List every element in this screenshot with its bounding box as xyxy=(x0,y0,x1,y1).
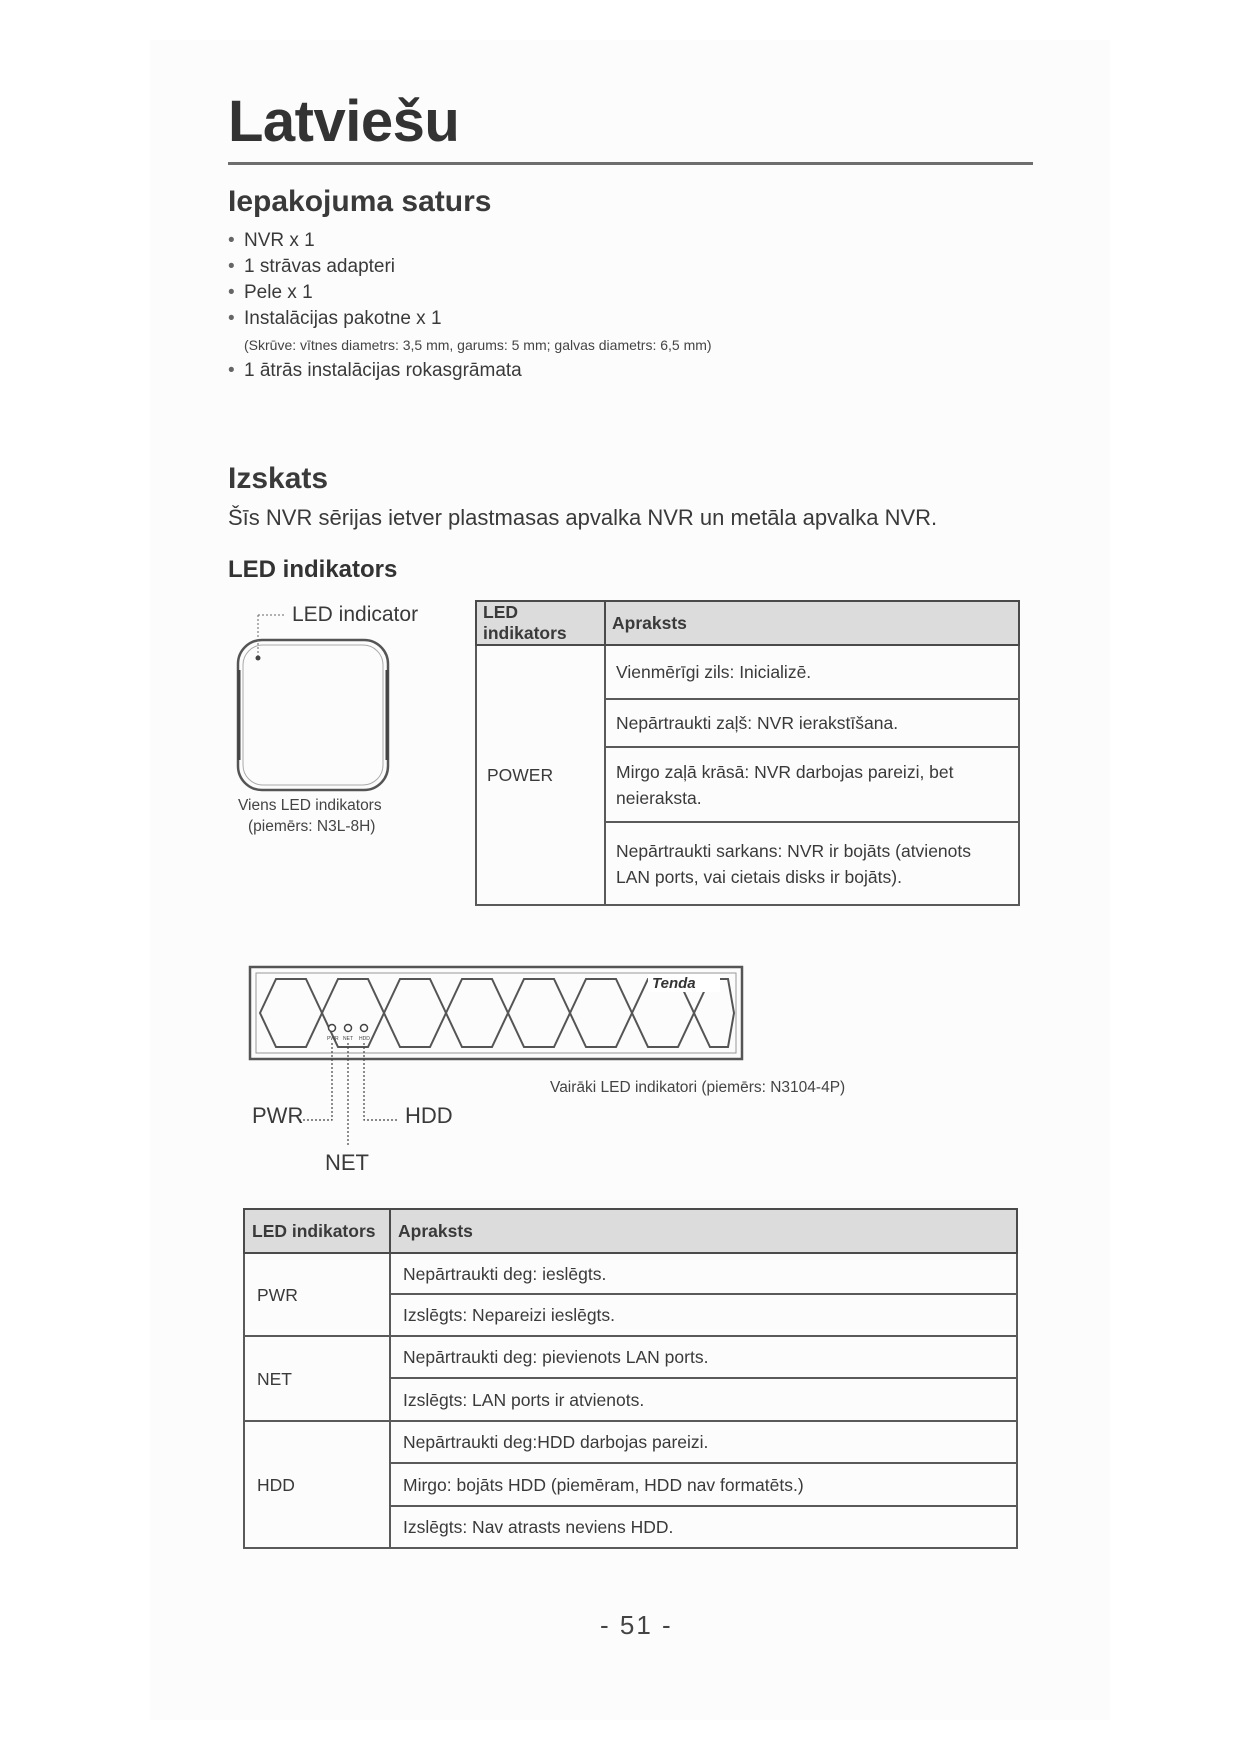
screw-note: (Skrūve: vītnes diametrs: 3,5 mm, garums: 5 mm; galvas diametrs: 6,5 mm) xyxy=(244,337,712,353)
table-row xyxy=(244,1336,1017,1378)
table-header: Apraksts xyxy=(605,601,1019,645)
description-cell: Izslēgts: Nepareizi ieslēgts. xyxy=(390,1294,1017,1336)
pwr-led-icon xyxy=(329,1025,336,1032)
table-header: LED indikators xyxy=(244,1209,390,1253)
panel-label: NET xyxy=(343,1036,353,1042)
net-label: NET xyxy=(325,1150,369,1175)
page-title: Latviešu xyxy=(228,89,460,154)
nvr-single-led-illustration xyxy=(230,600,400,800)
table-row xyxy=(476,645,1019,699)
led-indicator-callout: LED indicator xyxy=(292,603,419,626)
power-led-table xyxy=(475,600,1020,906)
table-row xyxy=(244,1253,1017,1294)
brand-logo: Tenda xyxy=(652,975,696,992)
list-item: • 1 strāvas adapteri xyxy=(228,254,788,280)
figure1-caption-line2: (piemērs: N3L-8H) xyxy=(248,818,376,835)
description-cell: Izslēgts: Nav atrasts neviens HDD. xyxy=(390,1506,1017,1548)
description-cell: Mirgo zaļā krāsā: NVR darbojas pareizi, bet neieraksta. xyxy=(605,747,1019,822)
table-row xyxy=(244,1421,1017,1463)
panel-label: PWR xyxy=(327,1036,339,1042)
indicator-cell: POWER xyxy=(476,645,605,905)
indicator-cell: PWR xyxy=(244,1253,390,1336)
appearance-description: Šīs NVR sērijas ietver plastmasas apvalka NVR un metāla apvalka NVR. xyxy=(228,505,938,530)
table-header: Apraksts xyxy=(390,1209,1017,1253)
page-number: - 51 - xyxy=(600,1610,673,1640)
list-item: • NVR x 1 xyxy=(228,228,788,254)
nvr-multi-led-illustration xyxy=(248,965,748,1150)
description-cell: Vienmērīgi zils: Inicializē. xyxy=(605,645,1019,699)
figure2-caption: Vairāki LED indikatori (piemērs: N3104-4P) xyxy=(550,1079,846,1096)
package-list xyxy=(228,228,788,384)
list-item: • Pele x 1 xyxy=(228,280,788,306)
net-led-icon xyxy=(345,1025,352,1032)
hdd-led-icon xyxy=(361,1025,368,1032)
table-header: LED indikators xyxy=(476,601,605,645)
title-divider xyxy=(228,162,1033,165)
figure1-caption-line1: Viens LED indikators xyxy=(238,797,382,814)
description-cell: Nepārtraukti deg: pievienots LAN ports. xyxy=(390,1336,1017,1378)
description-cell: Nepārtraukti deg:HDD darbojas pareizi. xyxy=(390,1421,1017,1463)
list-item: • 1 ātrās instalācijas rokasgrāmata xyxy=(228,358,788,384)
indicator-cell: HDD xyxy=(244,1421,390,1548)
description-cell: Mirgo: bojāts HDD (piemēram, HDD nav formatēts.) xyxy=(390,1463,1017,1506)
panel-label: HDD xyxy=(359,1036,370,1042)
multi-led-table xyxy=(243,1208,1018,1549)
description-cell: Izslēgts: LAN ports ir atvienots. xyxy=(390,1378,1017,1421)
package-heading: Iepakojuma saturs xyxy=(228,185,492,218)
led-dot-icon xyxy=(256,656,261,661)
indicator-cell: NET xyxy=(244,1336,390,1421)
appearance-heading: Izskats xyxy=(228,462,329,495)
pwr-label: PWR xyxy=(252,1103,304,1128)
description-cell: Nepārtraukti sarkans: NVR ir bojāts (atvienots LAN ports, vai cietais disks ir bojāts). xyxy=(605,822,1019,905)
description-cell: Nepārtraukti zaļš: NVR ierakstīšana. xyxy=(605,699,1019,747)
list-item: • Instalācijas pakotne x 1 xyxy=(228,306,788,332)
hdd-label: HDD xyxy=(405,1103,453,1128)
description-cell: Nepārtraukti deg: ieslēgts. xyxy=(390,1253,1017,1294)
led-heading: LED indikators xyxy=(228,556,398,583)
